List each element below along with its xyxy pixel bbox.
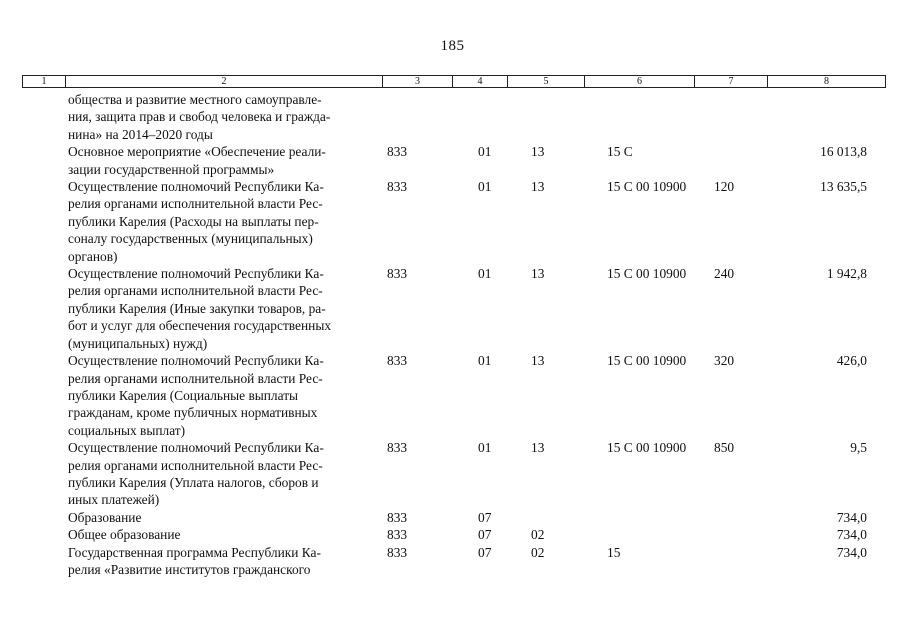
description-line: Осуществление полномочий Республики Ка- — [68, 179, 324, 195]
description-line: публики Карелия (Уплата налогов, сборов и — [68, 474, 319, 490]
admin-code-cell: 833 — [387, 144, 408, 160]
subsection-code-cell: 13 — [531, 353, 545, 369]
table-row — [0, 265, 905, 352]
admin-code-cell: 833 — [387, 527, 408, 543]
admin-code-cell: 833 — [387, 353, 408, 369]
table-row — [0, 91, 905, 143]
table-row — [0, 178, 905, 265]
description-line: Осуществление полномочий Республики Ка- — [68, 266, 324, 282]
section-code-cell: 07 — [478, 544, 492, 560]
amount-cell: 734,0 — [836, 527, 867, 543]
target-article-cell: 15 — [607, 544, 621, 560]
section-code-cell: 07 — [478, 527, 492, 543]
admin-code-cell: 833 — [387, 266, 408, 282]
admin-code-cell: 833 — [387, 509, 408, 525]
subsection-code-cell: 02 — [531, 544, 545, 560]
description-line: соналу государственных (муниципальных) — [68, 231, 313, 247]
description-line: Общее образование — [68, 527, 181, 543]
table-row — [0, 143, 905, 178]
description-line: иных платежей) — [68, 492, 160, 508]
description-line: релия «Развитие институтов гражданского — [68, 561, 311, 577]
table-row — [0, 439, 905, 509]
description-line: органов) — [68, 248, 118, 264]
description-line: социальных выплат) — [68, 422, 186, 438]
description-line: публики Карелия (Иные закупки товаров, ра- — [68, 300, 326, 316]
amount-cell: 13 635,5 — [820, 179, 867, 195]
description-line: релия органами исполнительной власти Рес- — [68, 283, 323, 299]
subsection-code-cell: 13 — [531, 440, 545, 456]
column-header-6: 6 — [585, 76, 695, 87]
subsection-code-cell: 13 — [531, 144, 545, 160]
description-line: зации государственной программы» — [68, 161, 275, 177]
column-header-4: 4 — [453, 76, 508, 87]
section-code-cell: 01 — [478, 353, 492, 369]
description-line: публики Карелия (Расходы на выплаты пер- — [68, 213, 319, 229]
amount-cell: 1 942,8 — [826, 266, 867, 282]
description-line: Основное мероприятие «Обеспечение реали- — [68, 144, 326, 160]
admin-code-cell: 833 — [387, 179, 408, 195]
description-cell — [68, 526, 373, 543]
table-body — [0, 91, 905, 578]
expense-type-cell: 240 — [714, 266, 735, 282]
table-row — [0, 352, 905, 439]
description-line: Осуществление полномочий Республики Ка- — [68, 353, 324, 369]
column-header-3: 3 — [383, 76, 453, 87]
description-line: релия органами исполнительной власти Рес- — [68, 196, 323, 212]
column-header-7: 7 — [695, 76, 768, 87]
table-header — [22, 75, 886, 88]
amount-cell: 9,5 — [850, 440, 867, 456]
subsection-code-cell: 13 — [531, 179, 545, 195]
column-header-8: 8 — [824, 76, 829, 87]
admin-code-cell: 833 — [387, 440, 408, 456]
section-code-cell: 01 — [478, 144, 492, 160]
table-row — [0, 526, 905, 543]
expense-type-cell: 850 — [714, 440, 735, 456]
description-line: Образование — [68, 509, 142, 525]
description-line: гражданам, кроме публичных нормативных — [68, 405, 318, 421]
description-line: (муниципальных) нужд) — [68, 335, 208, 351]
description-cell — [68, 544, 373, 579]
expense-type-cell: 320 — [714, 353, 735, 369]
description-line: релия органами исполнительной власти Рес- — [68, 457, 323, 473]
description-line: Государственная программа Республики Ка- — [68, 544, 321, 560]
column-header-2: 2 — [66, 76, 383, 87]
description-line: релия органами исполнительной власти Рес- — [68, 370, 323, 386]
description-line: бот и услуг для обеспечения государственных — [68, 318, 332, 334]
description-cell — [68, 439, 373, 509]
target-article-cell: 15 С 00 10900 — [607, 266, 687, 282]
table-row — [0, 509, 905, 526]
description-line: публики Карелия (Социальные выплаты — [68, 387, 299, 403]
amount-cell: 426,0 — [836, 353, 867, 369]
section-code-cell: 01 — [478, 440, 492, 456]
amount-cell: 16 013,8 — [820, 144, 867, 160]
description-line: ния, защита прав и свобод человека и гражда- — [68, 109, 331, 125]
column-header-1: 1 — [23, 76, 66, 87]
admin-code-cell: 833 — [387, 544, 408, 560]
description-cell — [68, 143, 373, 178]
page-number: 185 — [440, 38, 465, 54]
table-row — [0, 544, 905, 579]
description-cell — [68, 178, 373, 265]
subsection-code-cell: 13 — [531, 266, 545, 282]
target-article-cell: 15 С 00 10900 — [607, 353, 687, 369]
target-article-cell: 15 С 00 10900 — [607, 179, 687, 195]
column-header-5: 5 — [508, 76, 585, 87]
description-line: Осуществление полномочий Республики Ка- — [68, 440, 324, 456]
section-code-cell: 01 — [478, 266, 492, 282]
description-cell — [68, 91, 373, 143]
description-line: нина» на 2014–2020 годы — [68, 126, 213, 142]
target-article-cell: 15 С 00 10900 — [607, 440, 687, 456]
amount-cell: 734,0 — [836, 509, 867, 525]
expense-type-cell: 120 — [714, 179, 735, 195]
subsection-code-cell: 02 — [531, 527, 545, 543]
target-article-cell: 15 С — [607, 144, 633, 160]
section-code-cell: 07 — [478, 509, 492, 525]
description-cell — [68, 265, 373, 352]
description-cell — [68, 352, 373, 439]
section-code-cell: 01 — [478, 179, 492, 195]
description-cell — [68, 509, 373, 526]
description-line: общества и развитие местного самоуправле- — [68, 92, 322, 107]
amount-cell: 734,0 — [836, 544, 867, 560]
